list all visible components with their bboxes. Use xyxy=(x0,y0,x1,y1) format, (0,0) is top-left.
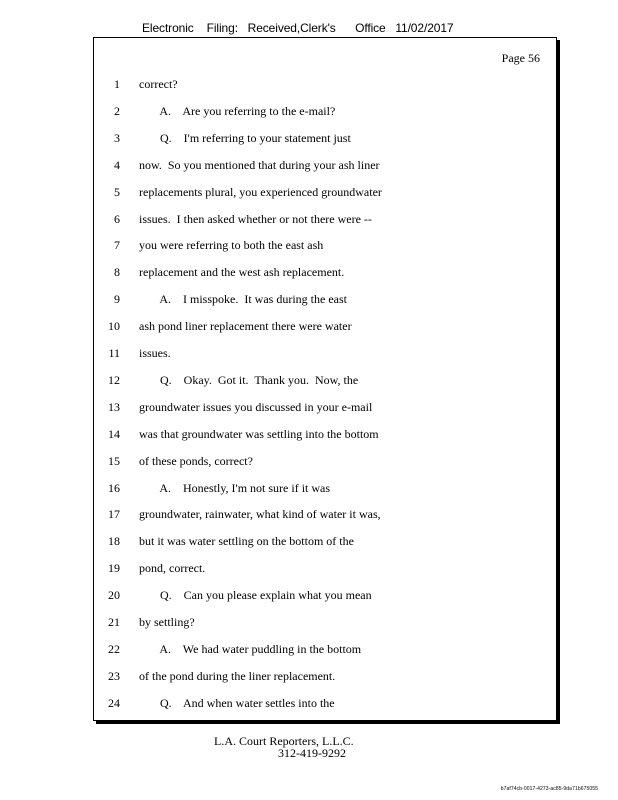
line-number: 4 xyxy=(114,158,120,172)
transcript-line xyxy=(94,533,556,549)
line-number: 10 xyxy=(108,319,120,333)
line-number: 13 xyxy=(108,400,120,414)
line-text: A. Are you referring to the e-mail? xyxy=(139,104,336,118)
line-text: pond, correct. xyxy=(139,561,206,575)
transcript-line xyxy=(94,76,556,92)
line-text: issues. I then asked whether or not there were -- xyxy=(139,212,372,226)
line-number: 23 xyxy=(108,669,120,683)
line-text: correct? xyxy=(139,77,178,91)
transcript-line xyxy=(94,184,556,200)
line-text: by settling? xyxy=(139,615,195,629)
line-number: 19 xyxy=(108,561,120,575)
line-text: Q. Can you please explain what you mean xyxy=(139,588,372,602)
line-text: was that groundwater was settling into the bottom xyxy=(139,427,379,441)
line-text: now. So you mentioned that during your ash liner xyxy=(139,158,380,172)
court-reporter-name: L.A. Court Reporters, L.L.C. xyxy=(214,734,354,748)
line-number: 6 xyxy=(114,212,120,226)
transcript-line xyxy=(94,426,556,442)
line-number: 1 xyxy=(114,77,120,91)
transcript-line xyxy=(94,453,556,469)
transcript-line xyxy=(94,291,556,307)
line-number: 8 xyxy=(114,265,120,279)
line-text: Q. Okay. Got it. Thank you. Now, the xyxy=(139,373,359,387)
line-text: replacement and the west ash replacement. xyxy=(139,265,345,279)
line-number: 17 xyxy=(108,507,120,521)
line-text: replacements plural, you experienced groundwater xyxy=(139,185,382,199)
line-text: A. Honestly, I'm not sure if it was xyxy=(139,481,331,495)
line-text: Q. I'm referring to your statement just xyxy=(139,131,351,145)
transcript-line xyxy=(94,130,556,146)
transcript-line xyxy=(94,668,556,684)
transcript-line xyxy=(94,587,556,603)
transcript-line xyxy=(94,103,556,119)
line-text: groundwater issues you discussed in your e-mail xyxy=(139,400,373,414)
transcript-line xyxy=(94,506,556,522)
line-number: 7 xyxy=(114,238,120,252)
transcript-line xyxy=(94,641,556,657)
transcript-line xyxy=(94,264,556,280)
line-number: 18 xyxy=(108,534,120,548)
line-text: you were referring to both the east ash xyxy=(139,238,324,252)
line-number: 16 xyxy=(108,481,120,495)
line-number: 12 xyxy=(108,373,120,387)
line-text: of these ponds, correct? xyxy=(139,454,253,468)
transcript-line xyxy=(94,211,556,227)
line-number: 5 xyxy=(114,185,120,199)
line-text: Q. And when water settles into the xyxy=(139,696,335,710)
line-text: A. I misspoke. It was during the east xyxy=(139,292,347,306)
line-number: 3 xyxy=(114,131,120,145)
line-number: 21 xyxy=(108,615,120,629)
transcript-page xyxy=(93,37,557,721)
transcript-line xyxy=(94,695,556,711)
transcript-line xyxy=(94,157,556,173)
line-number: 20 xyxy=(108,588,120,602)
line-text: ash pond liner replacement there were water xyxy=(139,319,352,333)
transcript-line xyxy=(94,560,556,576)
line-text: of the pond during the liner replacement. xyxy=(139,669,336,683)
line-number: 11 xyxy=(108,346,120,360)
transcript-line xyxy=(94,614,556,630)
line-number: 2 xyxy=(114,104,120,118)
transcript-line xyxy=(94,372,556,388)
line-text: groundwater, rainwater, what kind of water it was, xyxy=(139,507,381,521)
line-text: issues. xyxy=(139,346,171,360)
line-number: 15 xyxy=(108,454,120,468)
transcript-line xyxy=(94,480,556,496)
filing-stamp: Electronic Filing: Received,Clerk's Office 11/02/2017 xyxy=(142,21,454,35)
transcript-line xyxy=(94,345,556,361)
line-text: A. We had water puddling in the bottom xyxy=(139,642,362,656)
transcript-line xyxy=(94,399,556,415)
line-number: 22 xyxy=(108,642,120,656)
transcript-line xyxy=(94,318,556,334)
court-reporter-phone: 312-419-9292 xyxy=(278,746,346,760)
line-number: 14 xyxy=(108,427,120,441)
page-number: Page 56 xyxy=(501,51,540,65)
document-hash: b7af74cb-0017-4273-ac85-9da71b675055 xyxy=(500,786,598,792)
line-number: 9 xyxy=(114,292,120,306)
line-number: 24 xyxy=(108,696,120,710)
transcript-line xyxy=(94,237,556,253)
line-text: but it was water settling on the bottom of the xyxy=(139,534,354,548)
